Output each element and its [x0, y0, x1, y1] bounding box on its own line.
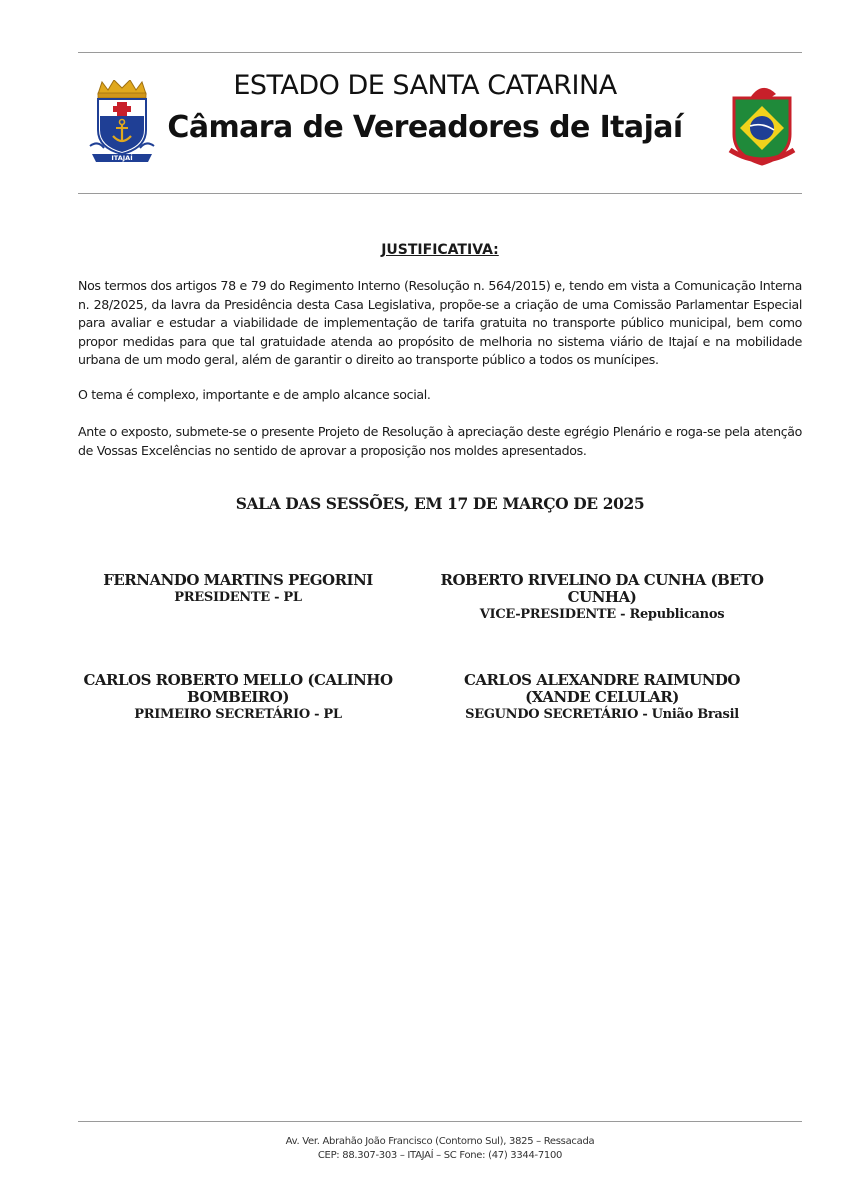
signature-role: SEGUNDO SECRETÁRIO - União Brasil	[465, 707, 739, 722]
signature-name: CARLOS ALEXANDRE RAIMUNDO (XANDE CELULAR)	[463, 671, 740, 706]
state-title: ESTADO DE SANTA CATARINA	[233, 70, 617, 101]
paragraph-3: Ante o exposto, submete-se o presente Projeto de Resolução à apreciação deste egrégio Plenário e roga-se pela atenção de Vossas Excelências no sentido de aprovar a proposição nos moldes apresentados.	[78, 424, 802, 458]
footer-address-line: Av. Ver. Abrahão João Francisco (Contorno Sul), 3825 – Ressacada	[285, 1136, 595, 1147]
camara-emblem-icon	[726, 84, 798, 168]
chamber-title: Câmara de Vereadores de Itajaí	[167, 110, 683, 145]
footer-rule	[78, 1121, 802, 1122]
signature-block-first-secretary	[68, 672, 408, 723]
signature-block-vice-president	[432, 572, 772, 623]
signature-block-second-secretary	[432, 672, 772, 723]
header-bottom-rule	[78, 193, 802, 194]
coat-of-arms-caption: ITAJAÍ	[111, 154, 133, 162]
justificativa-heading: JUSTIFICATIVA:	[381, 242, 499, 258]
signature-role: VICE-PRESIDENTE - Republicanos	[479, 607, 725, 622]
paragraph-2: O tema é complexo, importante e de amplo alcance social.	[78, 387, 431, 402]
signature-role: PRIMEIRO SECRETÁRIO - PL	[134, 707, 342, 722]
session-date-line: SALA DAS SESSÕES, EM 17 DE MARÇO DE 2025	[235, 494, 645, 513]
signature-name: ROBERTO RIVELINO DA CUNHA (BETO CUNHA)	[440, 571, 764, 606]
paragraph-1: Nos termos dos artigos 78 e 79 do Regimento Interno (Resolução n. 564/2015) e, tendo em vista a Comunicação Interna n. 28/2025, da lavra da Presidência desta Casa Legislativa, propõe-se a criação de uma Comissão Parlamentar Especial para avaliar e estudar a viabilidade de implementação de tarifa gratuita no transporte público municipal, bem como propor medidas para que tal gratuidade atenda ao propósito de melhoria no sistema viário de Itajaí e na mobilidade urbana de um modo geral, além de garantir o direito ao transporte público a todos os munícipes.	[78, 278, 802, 368]
signature-name: FERNANDO MARTINS PEGORINI	[103, 571, 373, 589]
header-top-rule	[78, 52, 802, 53]
signature-block-president	[68, 572, 408, 606]
footer-address	[78, 1135, 802, 1163]
signature-name: CARLOS ROBERTO MELLO (CALINHO BOMBEIRO)	[83, 671, 393, 706]
signature-role: PRESIDENTE - PL	[174, 590, 302, 605]
footer-contact-line: CEP: 88.307-303 – ITAJAÍ – SC Fone: (47) 3344-7100	[317, 1150, 563, 1161]
